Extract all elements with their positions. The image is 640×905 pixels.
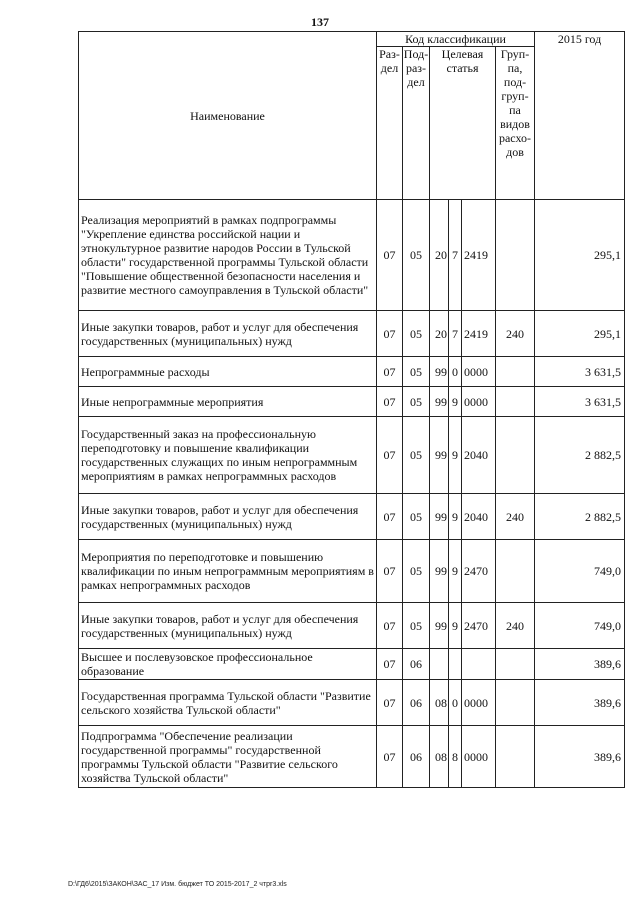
row-razdel: 07 xyxy=(377,649,403,680)
table-row xyxy=(79,649,625,680)
header-code-group: Код классификации xyxy=(377,32,535,47)
row-podrazdel: 06 xyxy=(403,726,430,788)
row-podrazdel: 05 xyxy=(403,494,430,540)
row-target-direction: 2470 xyxy=(462,540,496,603)
row-name: Реализация мероприятий в рамках подпрограммы "Укрепление единства российской нации и этнокультурное развитие народов России в Тульской области" государственной программы Тульской области "Повышение общественной безопасности населения и развитие местного самоуправления в Тульской области" xyxy=(79,200,377,311)
row-target-program: 99 xyxy=(430,494,449,540)
row-razdel: 07 xyxy=(377,200,403,311)
row-podrazdel: 05 xyxy=(403,200,430,311)
row-target-direction xyxy=(462,649,496,680)
budget-table xyxy=(78,31,625,788)
row-target-direction: 2419 xyxy=(462,311,496,357)
row-amount: 2 882,5 xyxy=(535,417,625,494)
row-expense-type xyxy=(496,540,535,603)
header-expense-type: Груп- па, под- груп- па видов расхо- дов xyxy=(496,47,535,200)
row-name: Подпрограмма "Обеспечение реализации государственной программы" государственной программы Тульской области "Развитие сельского хозяйства Тульской области" xyxy=(79,726,377,788)
row-amount: 389,6 xyxy=(535,680,625,726)
row-target-direction: 2040 xyxy=(462,417,496,494)
row-razdel: 07 xyxy=(377,494,403,540)
row-target-program: 99 xyxy=(430,540,449,603)
table-row xyxy=(79,311,625,357)
row-podrazdel: 05 xyxy=(403,387,430,417)
row-razdel: 07 xyxy=(377,357,403,387)
row-razdel: 07 xyxy=(377,540,403,603)
row-target-subprogram xyxy=(449,649,462,680)
row-target-subprogram: 9 xyxy=(449,494,462,540)
row-name: Высшее и послевузовское профессиональное образование xyxy=(79,649,377,680)
row-razdel: 07 xyxy=(377,726,403,788)
table-row xyxy=(79,680,625,726)
row-razdel: 07 xyxy=(377,680,403,726)
row-amount: 2 882,5 xyxy=(535,494,625,540)
header-target-article: Целевая статья xyxy=(430,47,496,200)
row-razdel: 07 xyxy=(377,387,403,417)
row-name: Непрограммные расходы xyxy=(79,357,377,387)
table-row xyxy=(79,726,625,788)
row-podrazdel: 05 xyxy=(403,357,430,387)
row-target-subprogram: 7 xyxy=(449,200,462,311)
file-path-footer: D:\ГД6\2015\ЗАКОН\ЗАС_17 Изм. бюджет ТО 2015-2017_2 чтpr3.xls xyxy=(68,881,287,888)
row-expense-type: 240 xyxy=(496,494,535,540)
row-target-direction: 0000 xyxy=(462,680,496,726)
table-row xyxy=(79,540,625,603)
row-target-program: 99 xyxy=(430,357,449,387)
row-name: Мероприятия по переподготовке и повышению квалификации по иным непрограммным мероприятиям в рамках непрограммных расходов xyxy=(79,540,377,603)
row-name: Иные непрограммные мероприятия xyxy=(79,387,377,417)
row-name: Иные закупки товаров, работ и услуг для обеспечения государственных (муниципальных) нужд xyxy=(79,494,377,540)
row-target-program: 99 xyxy=(430,387,449,417)
row-amount: 389,6 xyxy=(535,726,625,788)
page-number: 137 xyxy=(311,15,329,29)
row-target-subprogram: 9 xyxy=(449,387,462,417)
row-name: Иные закупки товаров, работ и услуг для обеспечения государственных (муниципальных) нужд xyxy=(79,603,377,649)
header-year: 2015 год xyxy=(535,32,625,200)
table-row xyxy=(79,387,625,417)
table-row xyxy=(79,494,625,540)
row-target-subprogram: 8 xyxy=(449,726,462,788)
row-target-program: 99 xyxy=(430,417,449,494)
row-name: Государственный заказ на профессиональную переподготовку и повышение квалификации государственных служащих по иным непрограммным мероприятиям в рамках непрограммных расходов xyxy=(79,417,377,494)
row-expense-type xyxy=(496,417,535,494)
row-expense-type xyxy=(496,726,535,788)
row-razdel: 07 xyxy=(377,311,403,357)
row-target-direction: 0000 xyxy=(462,387,496,417)
row-amount: 389,6 xyxy=(535,649,625,680)
row-target-subprogram: 7 xyxy=(449,311,462,357)
row-podrazdel: 05 xyxy=(403,603,430,649)
row-target-direction: 2470 xyxy=(462,603,496,649)
row-target-subprogram: 0 xyxy=(449,680,462,726)
row-expense-type xyxy=(496,680,535,726)
row-expense-type: 240 xyxy=(496,311,535,357)
table-row xyxy=(79,417,625,494)
row-target-subprogram: 0 xyxy=(449,357,462,387)
row-target-direction: 0000 xyxy=(462,726,496,788)
row-expense-type xyxy=(496,387,535,417)
header-razdel: Раз- дел xyxy=(377,47,403,200)
row-podrazdel: 06 xyxy=(403,680,430,726)
row-expense-type xyxy=(496,357,535,387)
row-expense-type xyxy=(496,649,535,680)
row-razdel: 07 xyxy=(377,603,403,649)
row-target-subprogram: 9 xyxy=(449,540,462,603)
row-target-direction: 2040 xyxy=(462,494,496,540)
row-podrazdel: 05 xyxy=(403,540,430,603)
row-target-program: 08 xyxy=(430,680,449,726)
row-podrazdel: 05 xyxy=(403,417,430,494)
row-amount: 3 631,5 xyxy=(535,357,625,387)
row-amount: 295,1 xyxy=(535,200,625,311)
row-podrazdel: 06 xyxy=(403,649,430,680)
row-target-program: 08 xyxy=(430,726,449,788)
row-target-program: 20 xyxy=(430,311,449,357)
row-amount: 749,0 xyxy=(535,603,625,649)
row-target-program xyxy=(430,649,449,680)
row-amount: 295,1 xyxy=(535,311,625,357)
row-target-program: 20 xyxy=(430,200,449,311)
row-expense-type xyxy=(496,200,535,311)
row-amount: 3 631,5 xyxy=(535,387,625,417)
row-name: Государственная программа Тульской области "Развитие сельского хозяйства Тульской области" xyxy=(79,680,377,726)
row-target-subprogram: 9 xyxy=(449,603,462,649)
table-row xyxy=(79,357,625,387)
header-name: Наименование xyxy=(79,32,377,200)
row-target-direction: 2419 xyxy=(462,200,496,311)
row-amount: 749,0 xyxy=(535,540,625,603)
row-expense-type: 240 xyxy=(496,603,535,649)
row-target-direction: 0000 xyxy=(462,357,496,387)
row-name: Иные закупки товаров, работ и услуг для обеспечения государственных (муниципальных) нужд xyxy=(79,311,377,357)
row-target-program: 99 xyxy=(430,603,449,649)
row-target-subprogram: 9 xyxy=(449,417,462,494)
row-podrazdel: 05 xyxy=(403,311,430,357)
row-razdel: 07 xyxy=(377,417,403,494)
table-row xyxy=(79,603,625,649)
header-podrazdel: Под- раз- дел xyxy=(403,47,430,200)
table-row xyxy=(79,200,625,311)
